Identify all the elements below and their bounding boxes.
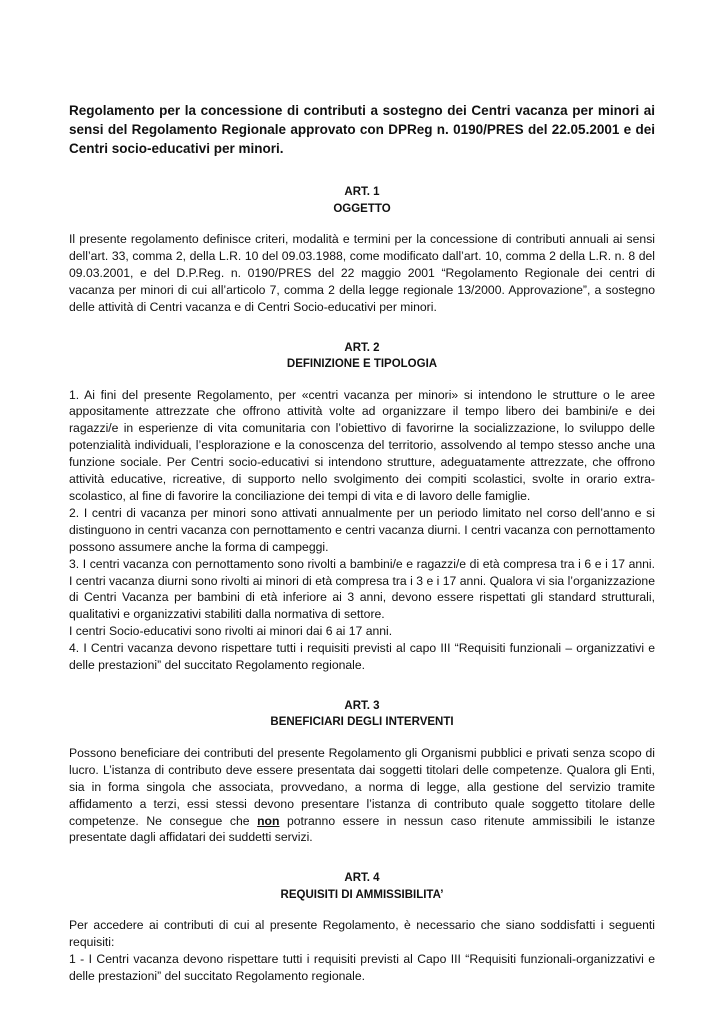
article-body (69, 231, 655, 316)
article-1 (69, 184, 655, 316)
paragraph: I centri Socio-educativi sono rivolti ai minori dai 6 ai 17 anni. (69, 624, 393, 639)
article-4 (69, 870, 655, 985)
article-number: ART. 4 (344, 872, 380, 885)
article-number: ART. 3 (344, 699, 380, 712)
article-2 (69, 340, 655, 674)
paragraph-text: potranno essere in nessun caso ritenute ammissibili le istanze presentate dagli affidatari dei suddetti servizi. (69, 813, 655, 845)
article-heading: DEFINIZIONE E TIPOLOGIA (286, 358, 438, 371)
paragraph (69, 745, 655, 846)
paragraph: Il presente regolamento definisce criteri, modalità e termini per la concessione di contributi annuali ai sensi dell’art. 33, comma 2, della L.R. 10 del 09.03.1988, come modificato dall’art. 10, comma 2 della L.R. n. 8 del 09.03.2001, e del D.P.Reg. n. 0190/PRES del 22 maggio 2001 “Regolamento Regionale dei centri di vacanza per minori di cui all’articolo 7, comma 2 della legge regionale 13/2000. Approvazione”, a sostegno delle attività di Centri vacanza e di Centri Socio-educativi per minori. (69, 232, 655, 314)
article-body (69, 917, 655, 985)
article-heading: BENEFICIARI DEGLI INTERVENTI (270, 716, 454, 729)
paragraph: 2. I centri di vacanza per minori sono attivati annualmente per un periodo limitato nel corso dell’anno e si distinguono in centri vacanza con pernottamento e centri vacanza diurni. I centri vacanza con pernottamento possono assumere anche la forma di campeggi. (69, 505, 655, 554)
paragraph: 4. I Centri vacanza devono rispettare tutti i requisiti previsti al capo III “Requisiti funzionali – organizzativi e delle prestazioni” del succitato Regolamento regionale. (69, 641, 655, 673)
paragraph: 1 - I Centri vacanza devono rispettare tutti i requisiti previsti al Capo III “Requisiti funzionali-organizzativi e delle prestazioni” del succitato Regolamento regionale. (69, 952, 655, 984)
article-number: ART. 2 (344, 341, 380, 354)
paragraph-text: Possono beneficiare dei contributi del presente Regolamento gli Organismi pubblici e privati senza scopo di lucro. L’istanza di contributo deve essere presentata dai soggetti titolari delle competenze. Qualora gli Enti, sia in forma singola che associata, provvedano, a norma di legge, alla gestione del servizio tramite affidamento a terzi, essi stessi devono presentare l’istanza di contributo quale soggetto titolare delle competenze. Ne consegue che (69, 745, 655, 828)
document-title: Regolamento per la concessione di contributi a sostegno dei Centri vacanza per minori ai sensi del Regolamento Regionale approvato con DPReg n. 0190/PRES del 22.05.2001 e dei Centri socio-educativi per minori. (69, 103, 655, 156)
paragraph: 1. Ai fini del presente Regolamento, per «centri vacanza per minori» si intendono le strutture o le aree appositamente attrezzate che offrono attività volte ad organizzare il tempo libero dei bambini/e e dei ragazzi/e in esperienze di vita comunitaria con l’obiettivo di favorirne la socializzazione, lo sviluppo delle potenzialità individuali, l’esplorazione e la conoscenza del territorio, assolvendo al tempo stesso anche una funzione sociale. Per Centri socio-educativi si intendono strutture, adeguatamente attrezzate, che offrono attività educative, ricreative, di supporto nello svolgimento dei compiti scolastici, svolte in orario extra-scolastico, al fine di favorire la conciliazione dei tempi di vita e di lavoro delle famiglie. (69, 387, 655, 503)
article-body (69, 387, 655, 674)
article-heading: REQUISITI DI AMMISSIBILITA’ (280, 888, 444, 901)
article-body (69, 745, 655, 846)
paragraph: Per accedere ai contributi di cui al presente Regolamento, è necessario che siano soddisfatti i seguenti requisiti: (69, 918, 655, 950)
emphasis-text: non (257, 813, 280, 828)
article-heading: OGGETTO (333, 202, 391, 215)
article-number: ART. 1 (344, 186, 380, 198)
article-3 (69, 698, 655, 846)
paragraph: 3. I centri vacanza con pernottamento sono rivolti a bambini/e e ragazzi/e di età compresa tra i 6 e i 17 anni. I centri vacanza diurni sono rivolti ai minori di età compresa tra i 3 e i 17 anni. Qualora vi sia l’organizzazione di Centri Vacanza per bambini di età inferiore ai 3 anni, devono essere rispettati gli standard strutturali, qualitativi e organizzativi stabiliti dalla normativa di settore. (69, 556, 655, 622)
